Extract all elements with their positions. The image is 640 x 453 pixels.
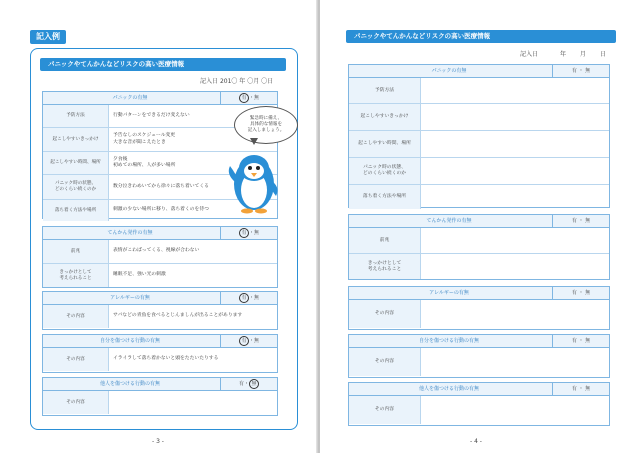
right-form-title: パニックやてんかんなどリスクの高い医療情報	[346, 30, 616, 43]
table-row: 落ち着く方法や場所	[349, 185, 609, 209]
allergy-section	[42, 291, 278, 330]
table-row: 起こしやすいきっかけ 予告なしのスケジュール変更 大きな音が聞こえたとき	[43, 128, 277, 152]
epilepsy-yes-circled: 有	[239, 228, 249, 238]
panic-header-label: パニックの有無	[112, 95, 148, 101]
date-line	[200, 76, 273, 85]
entry-field[interactable]	[419, 104, 605, 130]
entry-field[interactable]	[419, 396, 605, 424]
entry-field[interactable]	[419, 228, 605, 253]
epilepsy-yes-no: 有 ・無	[220, 227, 277, 239]
harm-others-section	[42, 377, 278, 416]
entry-field[interactable]	[419, 158, 605, 184]
table-row: きっかけとして 考えられること 睡眠不足、強い光の刺激	[43, 264, 277, 287]
epilepsy-section	[42, 226, 278, 288]
right-self-harm-section: 自分を傷つける行動の有無 有 ・ 無 その内容	[348, 334, 610, 378]
page-number-right: - 4 -	[470, 438, 482, 445]
allergy-yes-no: 有 ・無	[220, 292, 277, 304]
allergy-header-label: アレルギーの有無	[110, 295, 150, 301]
allergy-header	[43, 292, 277, 305]
table-row: その内容	[349, 396, 609, 424]
table-row: その内容 サバなどの青魚を食べるとじんましんが出ることがあります	[43, 305, 277, 328]
date-label: 記入日	[200, 78, 219, 85]
form-title: パニックやてんかんなどリスクの高い医療情報	[40, 58, 286, 71]
penguin-mascot-icon	[226, 144, 282, 216]
self-harm-section	[42, 334, 278, 373]
harm-others-no-circled: 無	[249, 379, 259, 389]
panic-yes-no: 有 ・無	[220, 92, 277, 104]
allergy-yes-circled: 有	[239, 293, 249, 303]
page-number-left: - 3 -	[152, 438, 164, 445]
example-tag: 記入例	[30, 30, 66, 44]
entry-field[interactable]	[419, 131, 605, 157]
table-row: 予防方法 行動パターンをできるだけ変えない	[43, 105, 277, 128]
table-row: きっかけとして 考えられること	[349, 254, 609, 279]
right-date-label: 記入日	[520, 51, 539, 58]
entry-field[interactable]	[419, 300, 605, 328]
self-harm-header	[43, 335, 277, 348]
table-row: 予防方法	[349, 78, 609, 104]
table-row: その内容 イライラして落ち着かないと頭をたたいたりする	[43, 348, 277, 371]
speech-bubble: 緊急時に備え、 具体的な情報を 記入しましょう。	[234, 106, 298, 144]
table-row: 起こしやすい時間、場所	[349, 131, 609, 158]
entry-field[interactable]	[419, 185, 605, 209]
harm-others-header-label: 他人を傷つける行動の有無	[99, 381, 160, 387]
table-row: 前兆 表情がこわばってくる、視線が合わない	[43, 240, 277, 264]
right-allergy-section: アレルギーの有無 有 ・ 無 その内容	[348, 286, 610, 330]
self-harm-yes-no: 有 ・無	[220, 335, 277, 347]
right-harm-others-section: 他人を傷つける行動の有無 有 ・ 無 その内容	[348, 382, 610, 426]
date-value: 201〇 年 〇月 〇日	[219, 78, 274, 85]
table-row: 落ち着く方法や場所 刺激の少ない場所に移り、落ち着くのを待つ	[43, 200, 277, 221]
right-epilepsy-section: てんかん発作の有無 有 ・ 無 前兆 きっかけとして 考えられること	[348, 214, 610, 280]
panic-yes-circled: 有	[239, 93, 249, 103]
entry-field[interactable]	[419, 78, 605, 103]
self-harm-yes-circled: 有	[239, 336, 249, 346]
table-row: 起こしやすい時間、場所 夕食後 初めての場所、人が多い場所	[43, 152, 277, 175]
harm-others-header	[43, 378, 277, 391]
table-row: 起こしやすいきっかけ	[349, 104, 609, 131]
panic-header	[43, 92, 277, 105]
table-row: パニック時の状態、 どのくらい続くのか 数分泣きわめいてから徐々に落ち着いてくる	[43, 175, 277, 200]
harm-others-yes-no: 有・ 無	[220, 378, 277, 390]
table-row: パニック時の状態、 どのくらい続くのか	[349, 158, 609, 185]
entry-field[interactable]	[419, 254, 605, 279]
right-panic-section: パニックの有無 有 ・ 無 予防方法 起こしやすいきっかけ 起こしやすい時間、場所 パニック時の状態、 どのくらい続くのか 落ち着く方法や場所	[348, 64, 610, 208]
self-harm-header-label: 自分を傷つける行動の有無	[99, 338, 160, 344]
table-row: その内容	[349, 348, 609, 376]
table-row: その内容	[349, 300, 609, 328]
epilepsy-header-label: てんかん発作の有無	[107, 230, 153, 236]
entry-field[interactable]	[419, 348, 605, 376]
epilepsy-header	[43, 227, 277, 240]
table-row: その内容	[43, 391, 277, 414]
right-date-line: 記入日 年 月 日	[520, 51, 606, 58]
table-row: 前兆	[349, 228, 609, 254]
left-page	[0, 0, 318, 453]
